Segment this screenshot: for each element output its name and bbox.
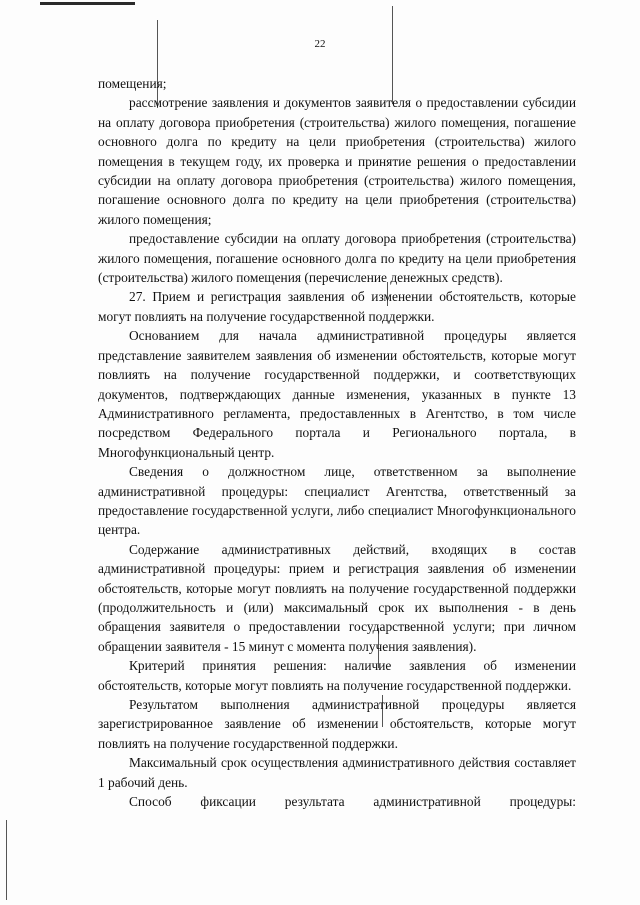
document-body <box>98 74 576 811</box>
paragraph: Максимальный срок осуществления административного действия составляет 1 рабочий день. <box>98 755 576 790</box>
paragraph: 27. Прием и регистрация заявления об изменении обстоятельств, которые могут повлиять на получение государственной поддержки. <box>98 289 576 324</box>
page-number: 22 <box>314 38 326 50</box>
scan-margin-line <box>6 820 7 900</box>
paragraph: Результатом выполнения административной процедуры является зарегистрированное заявление об изменении обстоятельств, которые могут повлиять на получение государственной поддержки. <box>98 697 576 751</box>
paragraph: помещения; <box>98 76 167 91</box>
paragraph: рассмотрение заявления и документов заявителя о предоставлении субсидии на оплату договора приобретения (строительства) жилого помещения, погашение основного долга по кредиту на цели приобретения (строительства) жилого помещения в текущем году, их проверка и принятие решения о предоставлении субсидии на оплату договора приобретения (строительства) жилого помещения, погашение основного долга по кредиту на цели приобретения (строительства) жилого помещения; <box>98 95 576 227</box>
paragraph: Содержание административных действий, входящих в состав административной процедуры: прием и регистрация заявления об изменении обстоятельств, которые могут повлиять на получение государственной поддержки (продолжительность и (или) максимальный срок их выполнения - в день обращения заявителя о предоставлении государственной услуги; при личном обращении заявителя - 15 минут с момента получения заявления). <box>98 541 576 654</box>
paragraph: Сведения о должностном лице, ответственном за выполнение административной процедуры: специалист Агентства, ответственный за предоставление государственной услуги, либо специалист Многофункционального центра. <box>98 464 576 538</box>
paragraph: предоставление субсидии на оплату договора приобретения (строительства) жилого помещения, погашение основного долга по кредиту на цели приобретения (строительства) жилого помещения (перечисление денежных средств). <box>98 231 576 286</box>
paragraph: Способ фиксации результата административной процедуры: <box>129 794 576 810</box>
scan-edge-mark <box>40 2 135 5</box>
paragraph: Критерий принятия решения: наличие заявления об изменении обстоятельств, которые могут повлиять на получение государственной поддержки. <box>98 658 576 693</box>
paragraph: Основанием для начала административной процедуры является представление заявителем заявления об изменении обстоятельств, которые могут повлиять на получение государственной поддержки, и соответствующих документов, подтверждающих данные изменения, указанных в пункте 13 Административного регламента, предоставленных в Агентство, в том числе посредством Федерального портала и Регионального портала, в Многофункциональный центр. <box>98 328 576 460</box>
